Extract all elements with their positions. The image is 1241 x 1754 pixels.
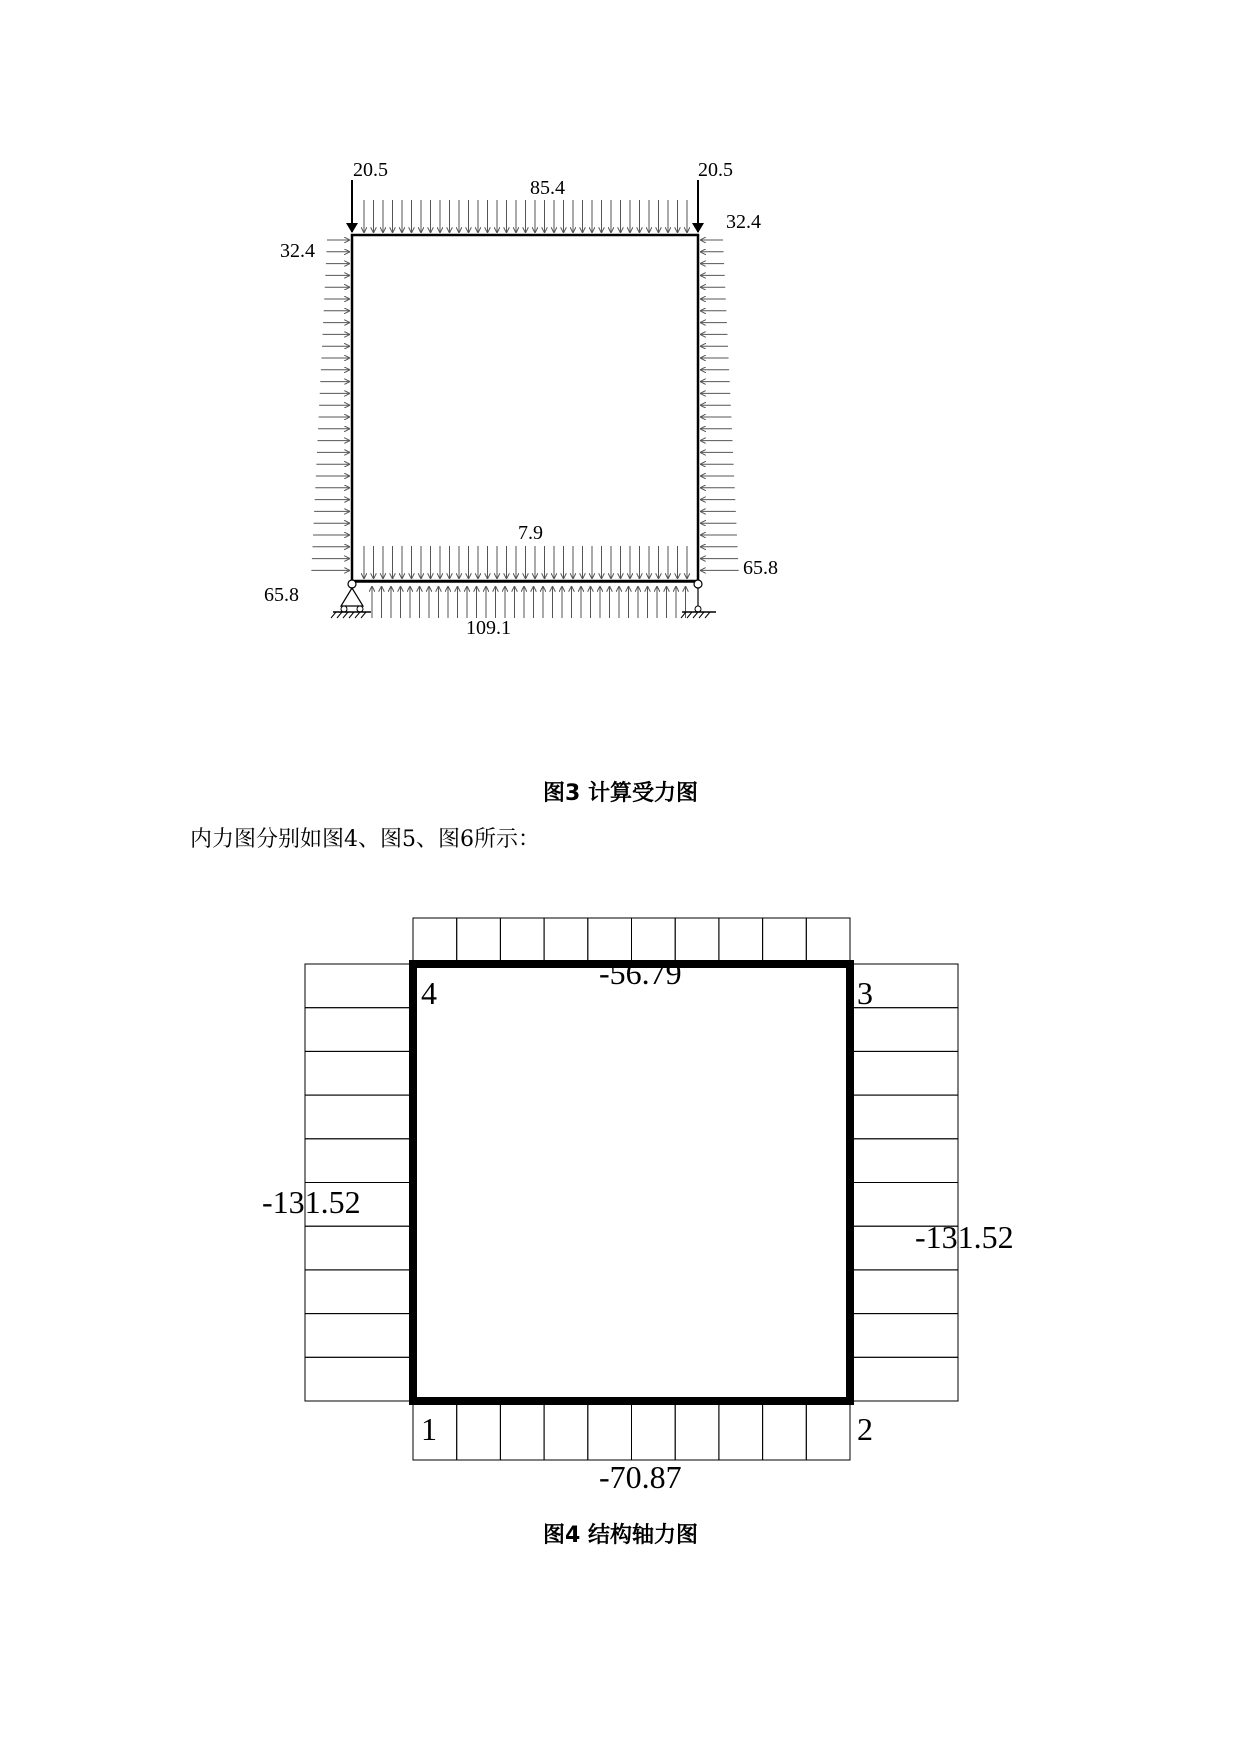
force-cell [413,918,457,964]
label-top-distributed-load: 85.4 [530,177,565,199]
force-cell [544,918,588,964]
force-cell [305,1357,413,1401]
label-right-top-lateral-load: 32.4 [726,211,761,233]
force-cell [305,1226,413,1270]
force-cell [719,1401,763,1460]
label-right-bottom-lateral-load: 65.8 [743,557,778,579]
node-label-3: 3 [857,975,873,1011]
force-cell [850,1139,958,1183]
structure-frame [413,964,850,1401]
force-cell [806,918,850,964]
force-cell [305,1095,413,1139]
force-cell [850,1008,958,1052]
value-left-member: -131.52 [262,1184,361,1220]
node-label-4: 4 [421,975,437,1011]
force-cell [850,1314,958,1358]
label-bottom-distributed-load: 7.9 [518,522,543,544]
force-cell [675,918,719,964]
figure-4-caption: 图4 结构轴力图 [543,1523,698,1548]
node-label-2: 2 [857,1411,873,1447]
force-cell [305,964,413,1008]
label-base-reaction: 109.1 [466,617,511,639]
force-cell [305,1270,413,1314]
force-cell [500,1401,544,1460]
figure-3-caption: 图3 计算受力图 [543,781,698,806]
force-cell [632,1401,676,1460]
label-top-right-point-load: 20.5 [698,159,733,181]
label-left-bottom-lateral-load: 65.8 [264,584,299,606]
value-right-member: -131.52 [915,1219,1014,1255]
force-cell [850,1270,958,1314]
label-left-top-lateral-load: 32.4 [280,240,315,262]
force-cell [850,1095,958,1139]
force-cell [500,918,544,964]
force-cell [850,1051,958,1095]
force-cell [806,1401,850,1460]
value-bottom-member: -70.87 [599,1459,682,1495]
force-cell [457,1401,501,1460]
force-cell [588,1401,632,1460]
force-cell [850,1357,958,1401]
value-top-member: -56.79 [599,955,682,991]
body-paragraph: 内力图分别如图4、图5、图6所示： [190,827,540,852]
force-cell [305,1051,413,1095]
force-cell [675,1401,719,1460]
force-cell [305,1008,413,1052]
label-top-left-point-load: 20.5 [353,159,388,181]
node-label-1: 1 [421,1411,437,1447]
force-cell [305,1139,413,1183]
force-cell [763,918,807,964]
force-cell [544,1401,588,1460]
force-cell [457,918,501,964]
force-cell [763,1401,807,1460]
force-cell [719,918,763,964]
force-cell [305,1314,413,1358]
